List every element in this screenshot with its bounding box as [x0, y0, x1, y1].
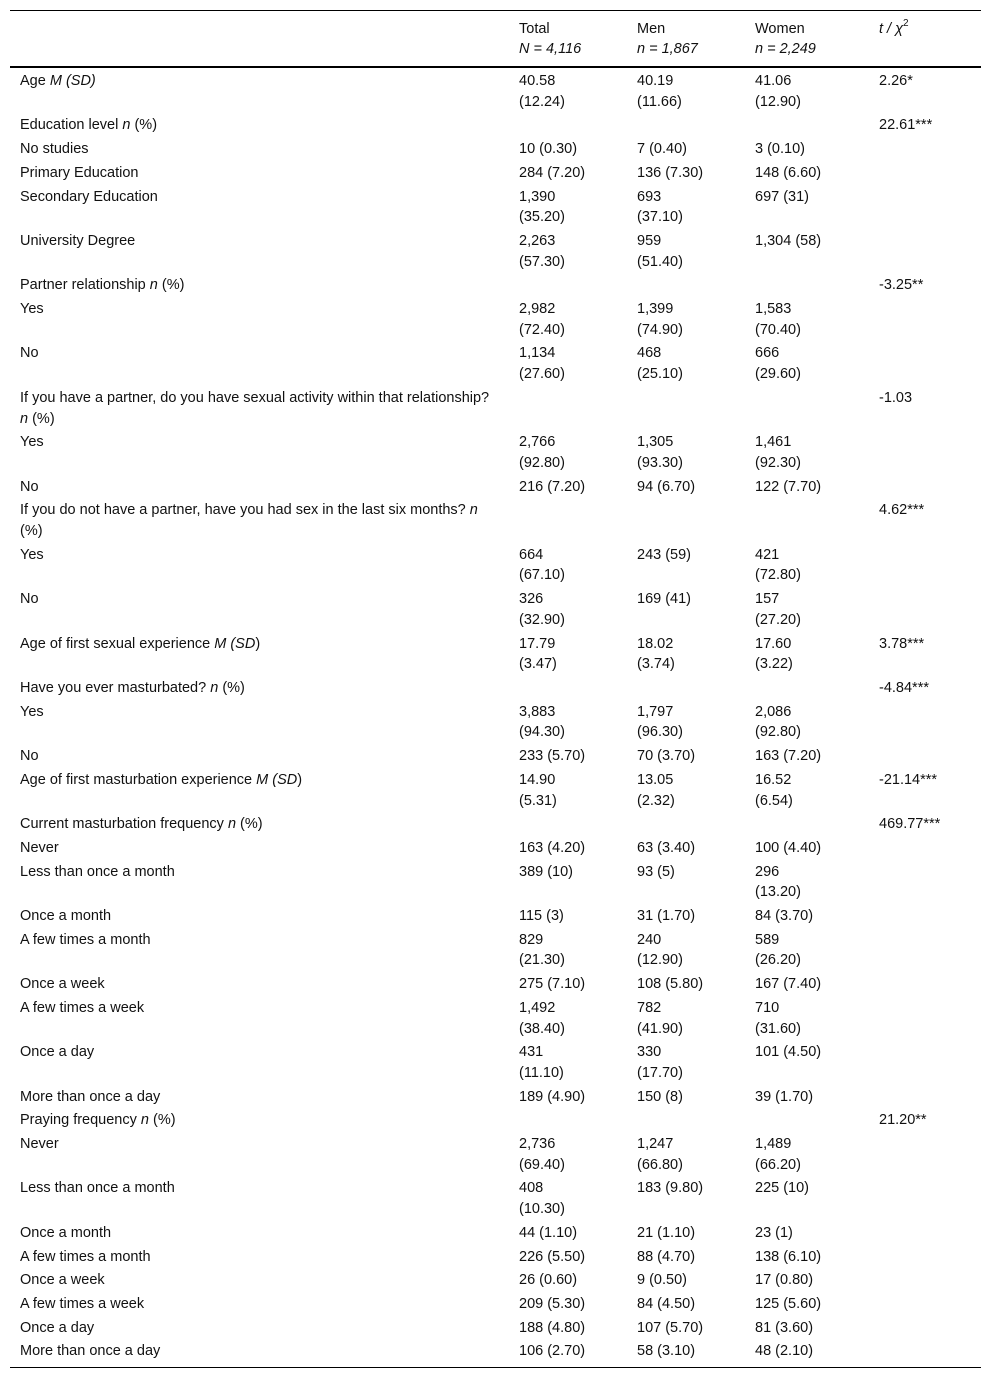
- header-total-label: Total: [519, 21, 550, 37]
- cell-total: 284 (7.20): [519, 164, 586, 181]
- cell-men: 84 (4.50): [637, 1295, 696, 1312]
- cell-total: [509, 1109, 627, 1133]
- row-label: Praying frequency n (%): [20, 1112, 176, 1129]
- table-row: [10, 274, 981, 298]
- row-label: Never: [20, 1136, 59, 1153]
- cell-men: 31 (1.70): [637, 908, 696, 925]
- cell-total: 431 (11.10): [519, 1044, 564, 1081]
- table-row: [10, 387, 981, 431]
- row-label: More than once a day: [20, 1088, 161, 1105]
- table-row: [10, 67, 981, 114]
- cell-men: 13.05 (2.32): [637, 771, 675, 809]
- table-row: [10, 973, 981, 997]
- cell-stat: [869, 1177, 981, 1221]
- cell-women: 81 (3.60): [755, 1319, 814, 1336]
- row-label: If you do not have a partner, have you had sex in the last six months? n (%): [20, 502, 478, 540]
- cell-men: 468 (25.10): [637, 345, 683, 383]
- cell-women: 148 (6.60): [755, 164, 822, 181]
- cell-stat: -1.03: [879, 389, 913, 406]
- row-label: Yes: [20, 703, 44, 720]
- cell-women: 1,461 (92.30): [755, 434, 801, 471]
- header-men-n: n = 1,867: [637, 41, 698, 57]
- cell-total: 106 (2.70): [519, 1343, 586, 1360]
- row-label: Less than once a month: [20, 1180, 175, 1197]
- cell-men: 94 (6.70): [637, 478, 696, 495]
- header-men-label: Men: [637, 21, 666, 37]
- cell-men: 150 (8): [637, 1088, 683, 1105]
- cell-women: 17 (0.80): [755, 1272, 814, 1289]
- cell-men: 243 (59): [637, 546, 692, 563]
- cell-men: 693 (37.10): [637, 188, 683, 226]
- cell-women: 23 (1): [755, 1224, 793, 1241]
- cell-women: 296 (13.20): [755, 863, 801, 901]
- cell-stat: [869, 431, 981, 475]
- cell-stat: [869, 973, 981, 997]
- cell-stat: [869, 298, 981, 342]
- cell-total: 829 (21.30): [519, 931, 565, 969]
- cell-total: [509, 499, 627, 543]
- row-label: Education level n (%): [20, 117, 158, 134]
- cell-stat: 22.61***: [879, 117, 933, 134]
- row-label: No: [20, 478, 39, 495]
- cell-total: 408 (10.30): [519, 1180, 565, 1218]
- cell-stat: [869, 342, 981, 386]
- cell-women: 697 (31): [755, 188, 810, 205]
- table-row: [10, 476, 981, 500]
- table-row: [10, 544, 981, 588]
- table-row: [10, 1133, 981, 1177]
- cell-stat: [869, 1246, 981, 1270]
- cell-total: 216 (7.20): [519, 478, 586, 495]
- cell-stat: [869, 745, 981, 769]
- cell-women: 122 (7.70): [755, 478, 822, 495]
- cell-stat: [869, 1133, 981, 1177]
- row-label: No: [20, 748, 39, 765]
- table-row: [10, 186, 981, 230]
- table-row: [10, 1293, 981, 1317]
- table-row: [10, 1340, 981, 1367]
- row-label: Yes: [20, 546, 44, 563]
- cell-total: 233 (5.70): [519, 748, 586, 765]
- cell-women: [745, 677, 869, 701]
- cell-total: 209 (5.30): [519, 1295, 586, 1312]
- cell-total: [509, 677, 627, 701]
- cell-men: 88 (4.70): [637, 1248, 696, 1265]
- table-row: [10, 1246, 981, 1270]
- cell-stat: [869, 997, 981, 1041]
- cell-men: 63 (3.40): [637, 839, 696, 856]
- header-women-n: n = 2,249: [755, 41, 816, 57]
- cell-women: 138 (6.10): [755, 1248, 822, 1265]
- cell-total: 389 (10): [519, 863, 574, 880]
- cell-total: 2,263 (57.30): [519, 232, 565, 270]
- row-label: University Degree: [20, 232, 136, 249]
- cell-men: [627, 813, 745, 837]
- cell-stat: [869, 1340, 981, 1367]
- row-label: Partner relationship n (%): [20, 277, 185, 294]
- cell-women: [745, 274, 869, 298]
- header-row: [10, 11, 981, 68]
- cell-stat: [869, 544, 981, 588]
- cell-total: 115 (3): [519, 908, 564, 925]
- cell-total: 188 (4.80): [519, 1319, 586, 1336]
- cell-women: 41.06 (12.90): [755, 73, 801, 110]
- cell-stat: [869, 837, 981, 861]
- cell-men: 70 (3.70): [637, 748, 696, 765]
- row-label: Once a day: [20, 1044, 95, 1061]
- cell-total: 10 (0.30): [519, 141, 578, 158]
- row-label: A few times a week: [20, 999, 145, 1016]
- table-row: [10, 769, 981, 813]
- cell-men: [627, 387, 745, 431]
- cell-men: [627, 499, 745, 543]
- table-row: [10, 837, 981, 861]
- cell-men: 40.19 (11.66): [637, 73, 682, 110]
- header-men: [627, 11, 745, 68]
- cell-stat: -21.14***: [879, 771, 938, 788]
- row-label: Once a week: [20, 1272, 105, 1289]
- cell-women: [745, 1109, 869, 1133]
- cell-men: 169 (41): [637, 591, 692, 608]
- cell-stat: [869, 138, 981, 162]
- table-row: [10, 431, 981, 475]
- row-label: Yes: [20, 434, 44, 451]
- cell-men: 136 (7.30): [637, 164, 704, 181]
- row-label: Age M (SD): [20, 73, 96, 89]
- cell-stat: [869, 1317, 981, 1341]
- cell-men: 1,797 (96.30): [637, 703, 683, 741]
- cell-total: 1,390 (35.20): [519, 188, 565, 226]
- cell-stat: [869, 230, 981, 274]
- cell-total: 1,492 (38.40): [519, 999, 565, 1037]
- cell-total: 2,736 (69.40): [519, 1136, 565, 1173]
- table-row: [10, 162, 981, 186]
- row-label: A few times a week: [20, 1295, 145, 1312]
- cell-men: 108 (5.80): [637, 976, 704, 993]
- table-row: [10, 677, 981, 701]
- table-row: [10, 230, 981, 274]
- row-label: Never: [20, 839, 59, 856]
- cell-total: 44 (1.10): [519, 1224, 578, 1241]
- table-row: [10, 588, 981, 632]
- row-label: Age of first masturbation experience M (SD): [20, 771, 303, 788]
- row-label: Secondary Education: [20, 188, 158, 205]
- row-label: No: [20, 345, 39, 362]
- header-stat-label: t / $\chi^2$: [879, 18, 909, 37]
- table-row: [10, 861, 981, 905]
- cell-women: 589 (26.20): [755, 931, 801, 969]
- cell-women: 125 (5.60): [755, 1295, 822, 1312]
- cell-men: [627, 274, 745, 298]
- cell-men: [627, 1109, 745, 1133]
- cell-total: [509, 274, 627, 298]
- table-row: [10, 929, 981, 973]
- table-row: [10, 342, 981, 386]
- cell-stat: -4.84***: [879, 679, 929, 696]
- cell-total: [509, 114, 627, 138]
- cell-stat: 3.78***: [879, 635, 925, 652]
- cell-stat: [869, 861, 981, 905]
- cell-women: 710 (31.60): [755, 999, 801, 1037]
- table-row: [10, 298, 981, 342]
- cell-women: 39 (1.70): [755, 1088, 814, 1105]
- cell-women: 3 (0.10): [755, 141, 805, 158]
- cell-men: 21 (1.10): [637, 1224, 696, 1241]
- cell-stat: 4.62***: [879, 502, 925, 519]
- cell-stat: [869, 929, 981, 973]
- table-row: [10, 1317, 981, 1341]
- cell-men: 240 (12.90): [637, 931, 683, 969]
- table-body: [10, 67, 981, 1368]
- cell-men: 782 (41.90): [637, 999, 683, 1037]
- demographics-table: [10, 10, 981, 1368]
- cell-total: 226 (5.50): [519, 1248, 586, 1265]
- cell-stat: [869, 476, 981, 500]
- cell-stat: 469.77***: [879, 816, 941, 833]
- cell-women: [745, 499, 869, 543]
- cell-total: 2,982 (72.40): [519, 301, 565, 338]
- cell-women: 48 (2.10): [755, 1343, 814, 1360]
- cell-women: 163 (7.20): [755, 748, 822, 765]
- cell-stat: [869, 701, 981, 745]
- cell-total: 17.79 (3.47): [519, 635, 557, 673]
- cell-women: 101 (4.50): [755, 1044, 822, 1061]
- cell-women: 16.52 (6.54): [755, 771, 793, 809]
- cell-men: [627, 114, 745, 138]
- cell-women: 2,086 (92.80): [755, 703, 801, 741]
- cell-men: 959 (51.40): [637, 232, 683, 270]
- cell-men: 1,305 (93.30): [637, 434, 683, 471]
- cell-total: 40.58 (12.24): [519, 73, 565, 110]
- cell-total: 26 (0.60): [519, 1272, 578, 1289]
- cell-stat: [869, 186, 981, 230]
- cell-men: 7 (0.40): [637, 141, 687, 158]
- table-row: [10, 499, 981, 543]
- cell-women: 1,304 (58): [755, 232, 822, 249]
- cell-women: 1,583 (70.40): [755, 301, 801, 338]
- cell-women: 157 (27.20): [755, 591, 801, 628]
- cell-total: 189 (4.90): [519, 1088, 586, 1105]
- row-label: Once a week: [20, 976, 105, 993]
- row-label: Primary Education: [20, 164, 139, 181]
- cell-women: 84 (3.70): [755, 908, 814, 925]
- cell-women: [745, 114, 869, 138]
- cell-men: 1,399 (74.90): [637, 301, 683, 338]
- cell-stat: [869, 1293, 981, 1317]
- cell-men: 93 (5): [637, 863, 675, 880]
- table-row: [10, 701, 981, 745]
- table-header: [10, 11, 981, 68]
- cell-men: 107 (5.70): [637, 1319, 704, 1336]
- table-row: [10, 138, 981, 162]
- table-row: [10, 633, 981, 677]
- cell-total: 1,134 (27.60): [519, 345, 565, 383]
- cell-men: [627, 677, 745, 701]
- cell-stat: [869, 1269, 981, 1293]
- table-row: [10, 997, 981, 1041]
- header-women-label: Women: [755, 21, 805, 37]
- cell-stat: 21.20**: [879, 1112, 927, 1129]
- cell-total: 14.90 (5.31): [519, 771, 557, 809]
- row-label: A few times a month: [20, 931, 151, 948]
- table-row: [10, 1086, 981, 1110]
- cell-stat: 2.26*: [879, 73, 913, 89]
- header-stat: [869, 11, 981, 68]
- row-label: No: [20, 591, 39, 608]
- cell-women: 167 (7.40): [755, 976, 822, 993]
- row-label: No studies: [20, 141, 89, 158]
- cell-total: 3,883 (94.30): [519, 703, 565, 741]
- cell-total: [509, 387, 627, 431]
- cell-men: 9 (0.50): [637, 1272, 687, 1289]
- header-women: [745, 11, 869, 68]
- table-row: [10, 1269, 981, 1293]
- cell-total: 275 (7.10): [519, 976, 586, 993]
- cell-women: 225 (10): [755, 1180, 810, 1197]
- cell-total: 326 (32.90): [519, 591, 565, 628]
- cell-women: [745, 387, 869, 431]
- table-row: [10, 114, 981, 138]
- cell-women: 666 (29.60): [755, 345, 801, 383]
- cell-total: 2,766 (92.80): [519, 434, 565, 471]
- row-label: Less than once a month: [20, 863, 175, 880]
- row-label: Yes: [20, 301, 44, 318]
- cell-total: 163 (4.20): [519, 839, 586, 856]
- table-row: [10, 905, 981, 929]
- row-label: Current masturbation frequency n (%): [20, 816, 263, 833]
- cell-stat: [869, 1086, 981, 1110]
- table-row: [10, 1177, 981, 1221]
- header-variable: [10, 11, 509, 68]
- table-row: [10, 813, 981, 837]
- cell-men: 58 (3.10): [637, 1343, 696, 1360]
- row-label: Once a month: [20, 908, 112, 925]
- table-row: [10, 1222, 981, 1246]
- cell-men: 330 (17.70): [637, 1044, 683, 1081]
- cell-stat: [869, 1041, 981, 1085]
- row-label: Once a day: [20, 1319, 95, 1336]
- cell-stat: [869, 588, 981, 632]
- cell-men: 183 (9.80): [637, 1180, 704, 1197]
- table-container: [10, 10, 981, 1368]
- cell-women: 421 (72.80): [755, 546, 801, 584]
- cell-women: 1,489 (66.20): [755, 1136, 801, 1173]
- row-label: Once a month: [20, 1224, 112, 1241]
- cell-stat: -3.25**: [879, 277, 924, 294]
- table-row: [10, 745, 981, 769]
- table-row: [10, 1109, 981, 1133]
- cell-stat: [869, 162, 981, 186]
- cell-total: 664 (67.10): [519, 546, 565, 584]
- row-label: More than once a day: [20, 1343, 161, 1360]
- row-label: A few times a month: [20, 1248, 151, 1265]
- table-row: [10, 1041, 981, 1085]
- cell-men: 1,247 (66.80): [637, 1136, 683, 1173]
- header-total: [509, 11, 627, 68]
- row-label: Age of first sexual experience M (SD): [20, 635, 261, 652]
- cell-total: [509, 813, 627, 837]
- header-total-n: N = 4,116: [519, 41, 582, 57]
- cell-women: 100 (4.40): [755, 839, 822, 856]
- cell-stat: [869, 1222, 981, 1246]
- cell-stat: [869, 905, 981, 929]
- cell-men: 18.02 (3.74): [637, 635, 675, 673]
- cell-women: 17.60 (3.22): [755, 635, 793, 673]
- row-label: If you have a partner, do you have sexual activity within that relationship? n (%): [20, 389, 490, 427]
- cell-women: [745, 813, 869, 837]
- row-label: Have you ever masturbated? n (%): [20, 679, 245, 696]
